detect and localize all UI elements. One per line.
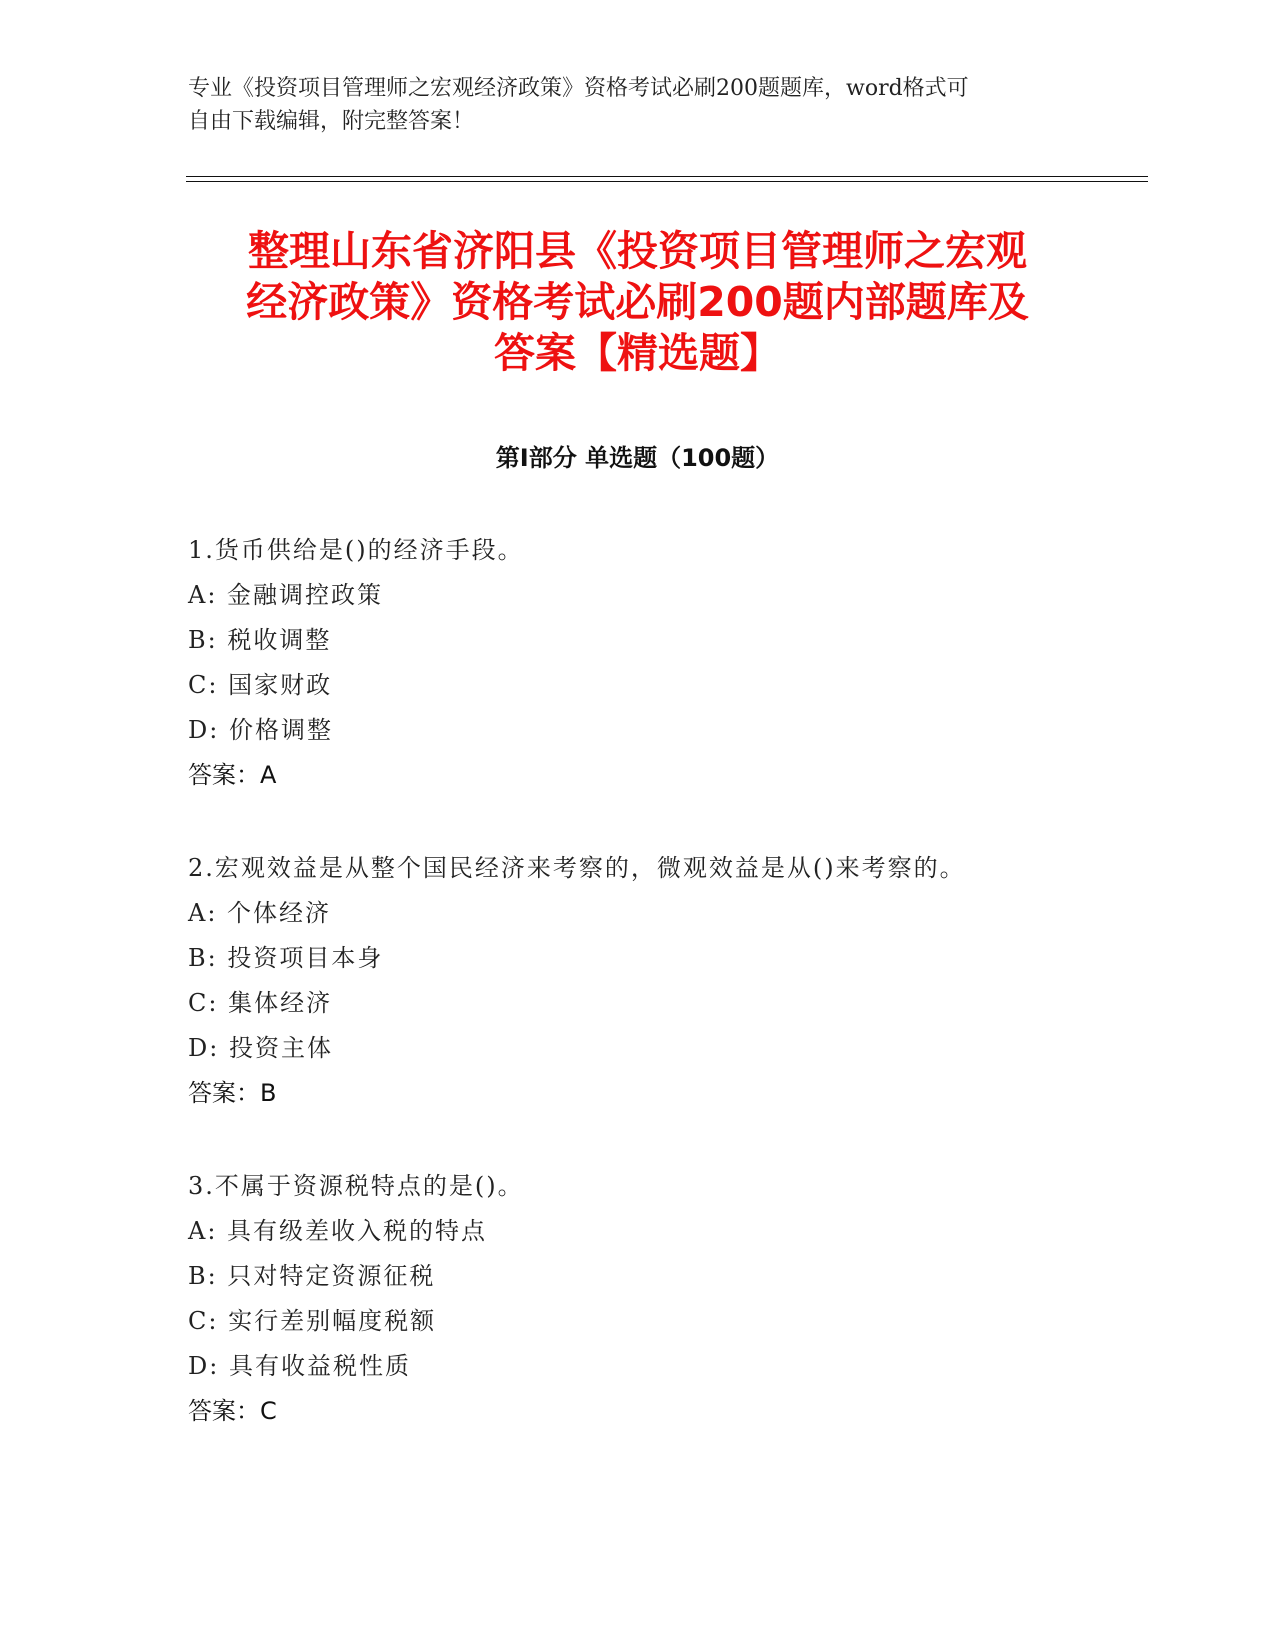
option-b: B: 投资项目本身 (188, 944, 384, 972)
answer: 答案：B (188, 1079, 277, 1107)
option-a: A: 具有级差收入税的特点 (188, 1217, 488, 1245)
question-stem: 3.不属于资源税特点的是()。 (188, 1172, 524, 1200)
document-title (160, 226, 1115, 379)
title-line: 整理山东省济阳县《投资项目管理师之宏观 (248, 227, 1027, 275)
header-note-line: 专业《投资项目管理师之宏观经济政策》资格考试必刷200题题库，word格式可 (188, 76, 969, 101)
question-3 (188, 1164, 1088, 1434)
option-b: B: 只对特定资源征税 (188, 1262, 436, 1290)
option-d: D: 投资主体 (188, 1034, 333, 1062)
title-line: 答案【精选题】 (494, 329, 781, 377)
option-c: C: 实行差别幅度税额 (188, 1307, 437, 1335)
option-c: C: 国家财政 (188, 671, 333, 699)
header-note-line: 自由下载编辑，附完整答案！ (188, 109, 475, 134)
answer: 答案：A (188, 761, 277, 789)
title-line: 经济政策》资格考试必刷200题内部题库及 (246, 278, 1029, 326)
option-d: D: 具有收益税性质 (188, 1352, 411, 1380)
question-stem: 1.货币供给是()的经济手段。 (188, 536, 524, 564)
header-note (188, 72, 1068, 138)
option-b: B: 税收调整 (188, 626, 332, 654)
section-title: 第I部分 单选题（100题） (495, 444, 780, 472)
question-1 (188, 528, 1088, 798)
header-divider-bottom (186, 181, 1148, 182)
answer: 答案：C (188, 1397, 277, 1425)
question-2 (188, 846, 1088, 1116)
option-c: C: 集体经济 (188, 989, 333, 1017)
question-stem: 2.宏观效益是从整个国民经济来考察的，微观效益是从()来考察的。 (188, 854, 966, 882)
option-a: A: 金融调控政策 (188, 581, 384, 609)
option-d: D: 价格调整 (188, 716, 333, 744)
header-divider-top (186, 176, 1148, 177)
option-a: A: 个体经济 (188, 899, 332, 927)
